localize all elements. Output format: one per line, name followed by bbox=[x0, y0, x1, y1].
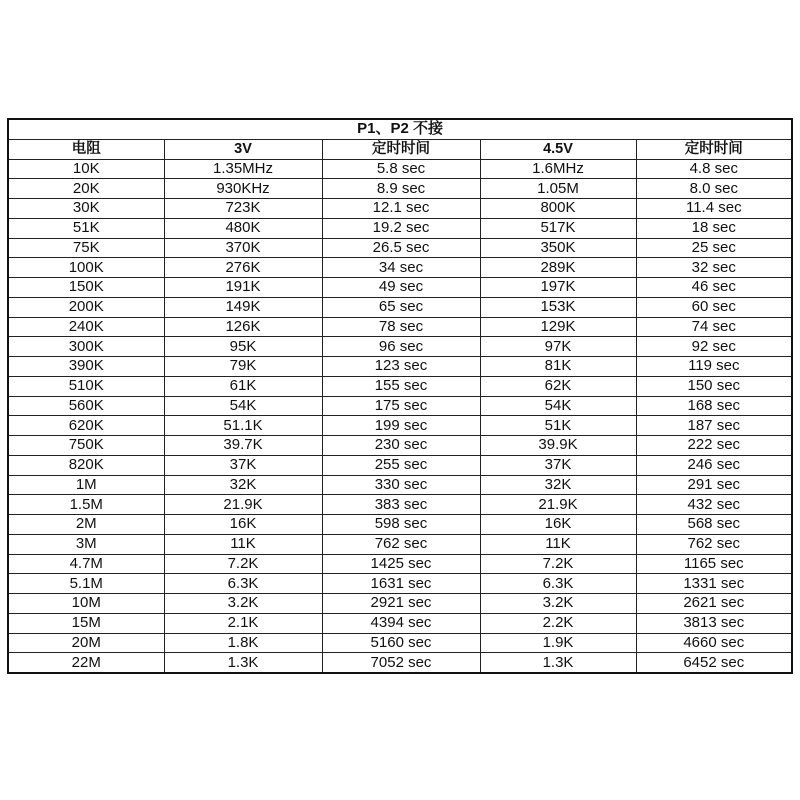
timing-3v-cell: 2921 sec bbox=[322, 594, 480, 614]
timing-4-5v-cell: 291 sec bbox=[636, 475, 792, 495]
resistance-cell: 620K bbox=[8, 416, 164, 436]
frequency-4-5v-cell: 62K bbox=[480, 376, 636, 396]
table-title-row bbox=[8, 119, 792, 139]
resistance-cell: 1M bbox=[8, 475, 164, 495]
timing-3v-cell: 96 sec bbox=[322, 337, 480, 357]
table-row bbox=[8, 357, 792, 377]
frequency-4-5v-cell: 350K bbox=[480, 238, 636, 258]
table-row bbox=[8, 159, 792, 179]
resistance-cell: 10M bbox=[8, 594, 164, 614]
table-title: P1、P2 不接 bbox=[8, 119, 792, 139]
timing-3v-cell: 762 sec bbox=[322, 534, 480, 554]
table-row bbox=[8, 218, 792, 238]
frequency-3v-cell: 95K bbox=[164, 337, 322, 357]
table-row bbox=[8, 495, 792, 515]
frequency-3v-cell: 1.35MHz bbox=[164, 159, 322, 179]
timing-3v-cell: 175 sec bbox=[322, 396, 480, 416]
timing-4-5v-cell: 46 sec bbox=[636, 278, 792, 298]
frequency-4-5v-cell: 2.2K bbox=[480, 613, 636, 633]
frequency-3v-cell: 79K bbox=[164, 357, 322, 377]
table-row bbox=[8, 199, 792, 219]
table-row bbox=[8, 416, 792, 436]
frequency-4-5v-cell: 153K bbox=[480, 297, 636, 317]
timing-3v-cell: 7052 sec bbox=[322, 653, 480, 673]
table-row bbox=[8, 534, 792, 554]
frequency-4-5v-cell: 16K bbox=[480, 515, 636, 535]
table-row bbox=[8, 633, 792, 653]
frequency-3v-cell: 32K bbox=[164, 475, 322, 495]
table-row bbox=[8, 238, 792, 258]
frequency-4-5v-cell: 54K bbox=[480, 396, 636, 416]
frequency-4-5v-cell: 1.05M bbox=[480, 179, 636, 199]
resistance-cell: 390K bbox=[8, 357, 164, 377]
table-row bbox=[8, 594, 792, 614]
frequency-4-5v-cell: 517K bbox=[480, 218, 636, 238]
timing-3v-cell: 78 sec bbox=[322, 317, 480, 337]
timing-4-5v-cell: 1331 sec bbox=[636, 574, 792, 594]
timing-3v-cell: 230 sec bbox=[322, 436, 480, 456]
timing-3v-cell: 383 sec bbox=[322, 495, 480, 515]
timing-4-5v-cell: 18 sec bbox=[636, 218, 792, 238]
timing-4-5v-cell: 432 sec bbox=[636, 495, 792, 515]
frequency-4-5v-cell: 37K bbox=[480, 455, 636, 475]
frequency-4-5v-cell: 7.2K bbox=[480, 554, 636, 574]
resistance-cell: 22M bbox=[8, 653, 164, 673]
resistance-cell: 200K bbox=[8, 297, 164, 317]
column-header-3v: 3V bbox=[164, 139, 322, 159]
frequency-4-5v-cell: 800K bbox=[480, 199, 636, 219]
timing-3v-cell: 4394 sec bbox=[322, 613, 480, 633]
timing-3v-cell: 255 sec bbox=[322, 455, 480, 475]
resistance-cell: 150K bbox=[8, 278, 164, 298]
resistance-cell: 10K bbox=[8, 159, 164, 179]
frequency-3v-cell: 54K bbox=[164, 396, 322, 416]
table-row bbox=[8, 337, 792, 357]
frequency-3v-cell: 2.1K bbox=[164, 613, 322, 633]
column-header-4-5v: 4.5V bbox=[480, 139, 636, 159]
table-row bbox=[8, 258, 792, 278]
timing-4-5v-cell: 25 sec bbox=[636, 238, 792, 258]
resistance-cell: 560K bbox=[8, 396, 164, 416]
table-row bbox=[8, 653, 792, 673]
resistance-cell: 75K bbox=[8, 238, 164, 258]
resistance-cell: 15M bbox=[8, 613, 164, 633]
table-row bbox=[8, 376, 792, 396]
frequency-4-5v-cell: 1.6MHz bbox=[480, 159, 636, 179]
frequency-3v-cell: 21.9K bbox=[164, 495, 322, 515]
timing-4-5v-cell: 74 sec bbox=[636, 317, 792, 337]
timing-3v-cell: 34 sec bbox=[322, 258, 480, 278]
table-row bbox=[8, 297, 792, 317]
frequency-3v-cell: 480K bbox=[164, 218, 322, 238]
frequency-4-5v-cell: 197K bbox=[480, 278, 636, 298]
timing-4-5v-cell: 11.4 sec bbox=[636, 199, 792, 219]
resistance-cell: 51K bbox=[8, 218, 164, 238]
timing-4-5v-cell: 168 sec bbox=[636, 396, 792, 416]
timing-3v-cell: 598 sec bbox=[322, 515, 480, 535]
timing-4-5v-cell: 4660 sec bbox=[636, 633, 792, 653]
timing-3v-cell: 155 sec bbox=[322, 376, 480, 396]
frequency-4-5v-cell: 129K bbox=[480, 317, 636, 337]
resistance-cell: 4.7M bbox=[8, 554, 164, 574]
frequency-4-5v-cell: 6.3K bbox=[480, 574, 636, 594]
frequency-4-5v-cell: 51K bbox=[480, 416, 636, 436]
frequency-3v-cell: 370K bbox=[164, 238, 322, 258]
timing-4-5v-cell: 4.8 sec bbox=[636, 159, 792, 179]
resistance-cell: 100K bbox=[8, 258, 164, 278]
resistance-cell: 750K bbox=[8, 436, 164, 456]
frequency-4-5v-cell: 1.9K bbox=[480, 633, 636, 653]
timing-3v-cell: 1425 sec bbox=[322, 554, 480, 574]
column-header-timing-4-5v: 定时时间 bbox=[636, 139, 792, 159]
frequency-3v-cell: 6.3K bbox=[164, 574, 322, 594]
resistance-cell: 3M bbox=[8, 534, 164, 554]
resistance-cell: 5.1M bbox=[8, 574, 164, 594]
timing-4-5v-cell: 6452 sec bbox=[636, 653, 792, 673]
table-row bbox=[8, 515, 792, 535]
table-row bbox=[8, 436, 792, 456]
timing-3v-cell: 19.2 sec bbox=[322, 218, 480, 238]
timing-3v-cell: 12.1 sec bbox=[322, 199, 480, 219]
timing-3v-cell: 199 sec bbox=[322, 416, 480, 436]
timing-3v-cell: 5160 sec bbox=[322, 633, 480, 653]
frequency-3v-cell: 149K bbox=[164, 297, 322, 317]
timing-4-5v-cell: 60 sec bbox=[636, 297, 792, 317]
frequency-4-5v-cell: 97K bbox=[480, 337, 636, 357]
timing-4-5v-cell: 568 sec bbox=[636, 515, 792, 535]
table-row bbox=[8, 317, 792, 337]
timing-4-5v-cell: 1165 sec bbox=[636, 554, 792, 574]
timing-4-5v-cell: 150 sec bbox=[636, 376, 792, 396]
resistance-cell: 20K bbox=[8, 179, 164, 199]
table-row bbox=[8, 179, 792, 199]
resistance-cell: 300K bbox=[8, 337, 164, 357]
table-row bbox=[8, 554, 792, 574]
frequency-3v-cell: 37K bbox=[164, 455, 322, 475]
frequency-3v-cell: 723K bbox=[164, 199, 322, 219]
timing-4-5v-cell: 762 sec bbox=[636, 534, 792, 554]
resistance-cell: 510K bbox=[8, 376, 164, 396]
frequency-3v-cell: 3.2K bbox=[164, 594, 322, 614]
resistance-cell: 2M bbox=[8, 515, 164, 535]
frequency-3v-cell: 276K bbox=[164, 258, 322, 278]
frequency-4-5v-cell: 1.3K bbox=[480, 653, 636, 673]
frequency-3v-cell: 1.8K bbox=[164, 633, 322, 653]
resistance-cell: 240K bbox=[8, 317, 164, 337]
frequency-3v-cell: 51.1K bbox=[164, 416, 322, 436]
frequency-3v-cell: 930KHz bbox=[164, 179, 322, 199]
frequency-timing-table bbox=[7, 118, 793, 674]
frequency-4-5v-cell: 11K bbox=[480, 534, 636, 554]
table-row bbox=[8, 574, 792, 594]
frequency-4-5v-cell: 289K bbox=[480, 258, 636, 278]
frequency-3v-cell: 39.7K bbox=[164, 436, 322, 456]
timing-3v-cell: 1631 sec bbox=[322, 574, 480, 594]
table-row bbox=[8, 613, 792, 633]
frequency-3v-cell: 7.2K bbox=[164, 554, 322, 574]
table-row bbox=[8, 455, 792, 475]
timing-3v-cell: 65 sec bbox=[322, 297, 480, 317]
frequency-3v-cell: 16K bbox=[164, 515, 322, 535]
table-row bbox=[8, 278, 792, 298]
timing-4-5v-cell: 222 sec bbox=[636, 436, 792, 456]
timing-4-5v-cell: 92 sec bbox=[636, 337, 792, 357]
timing-3v-cell: 8.9 sec bbox=[322, 179, 480, 199]
timing-3v-cell: 49 sec bbox=[322, 278, 480, 298]
table-body bbox=[8, 159, 792, 673]
timing-3v-cell: 26.5 sec bbox=[322, 238, 480, 258]
timing-4-5v-cell: 3813 sec bbox=[636, 613, 792, 633]
resistance-cell: 30K bbox=[8, 199, 164, 219]
frequency-4-5v-cell: 81K bbox=[480, 357, 636, 377]
frequency-3v-cell: 126K bbox=[164, 317, 322, 337]
table-header-row bbox=[8, 139, 792, 159]
timing-4-5v-cell: 246 sec bbox=[636, 455, 792, 475]
timing-4-5v-cell: 8.0 sec bbox=[636, 179, 792, 199]
resistance-cell: 20M bbox=[8, 633, 164, 653]
timing-4-5v-cell: 187 sec bbox=[636, 416, 792, 436]
timing-3v-cell: 330 sec bbox=[322, 475, 480, 495]
table-row bbox=[8, 396, 792, 416]
resistance-cell: 1.5M bbox=[8, 495, 164, 515]
frequency-3v-cell: 11K bbox=[164, 534, 322, 554]
timing-3v-cell: 5.8 sec bbox=[322, 159, 480, 179]
frequency-3v-cell: 61K bbox=[164, 376, 322, 396]
frequency-3v-cell: 1.3K bbox=[164, 653, 322, 673]
frequency-4-5v-cell: 32K bbox=[480, 475, 636, 495]
timing-3v-cell: 123 sec bbox=[322, 357, 480, 377]
frequency-4-5v-cell: 21.9K bbox=[480, 495, 636, 515]
timing-4-5v-cell: 2621 sec bbox=[636, 594, 792, 614]
frequency-4-5v-cell: 39.9K bbox=[480, 436, 636, 456]
column-header-timing-3v: 定时时间 bbox=[322, 139, 480, 159]
resistance-cell: 820K bbox=[8, 455, 164, 475]
table-row bbox=[8, 475, 792, 495]
timing-4-5v-cell: 32 sec bbox=[636, 258, 792, 278]
column-header-resistance: 电阻 bbox=[8, 139, 164, 159]
frequency-3v-cell: 191K bbox=[164, 278, 322, 298]
timing-4-5v-cell: 119 sec bbox=[636, 357, 792, 377]
frequency-4-5v-cell: 3.2K bbox=[480, 594, 636, 614]
